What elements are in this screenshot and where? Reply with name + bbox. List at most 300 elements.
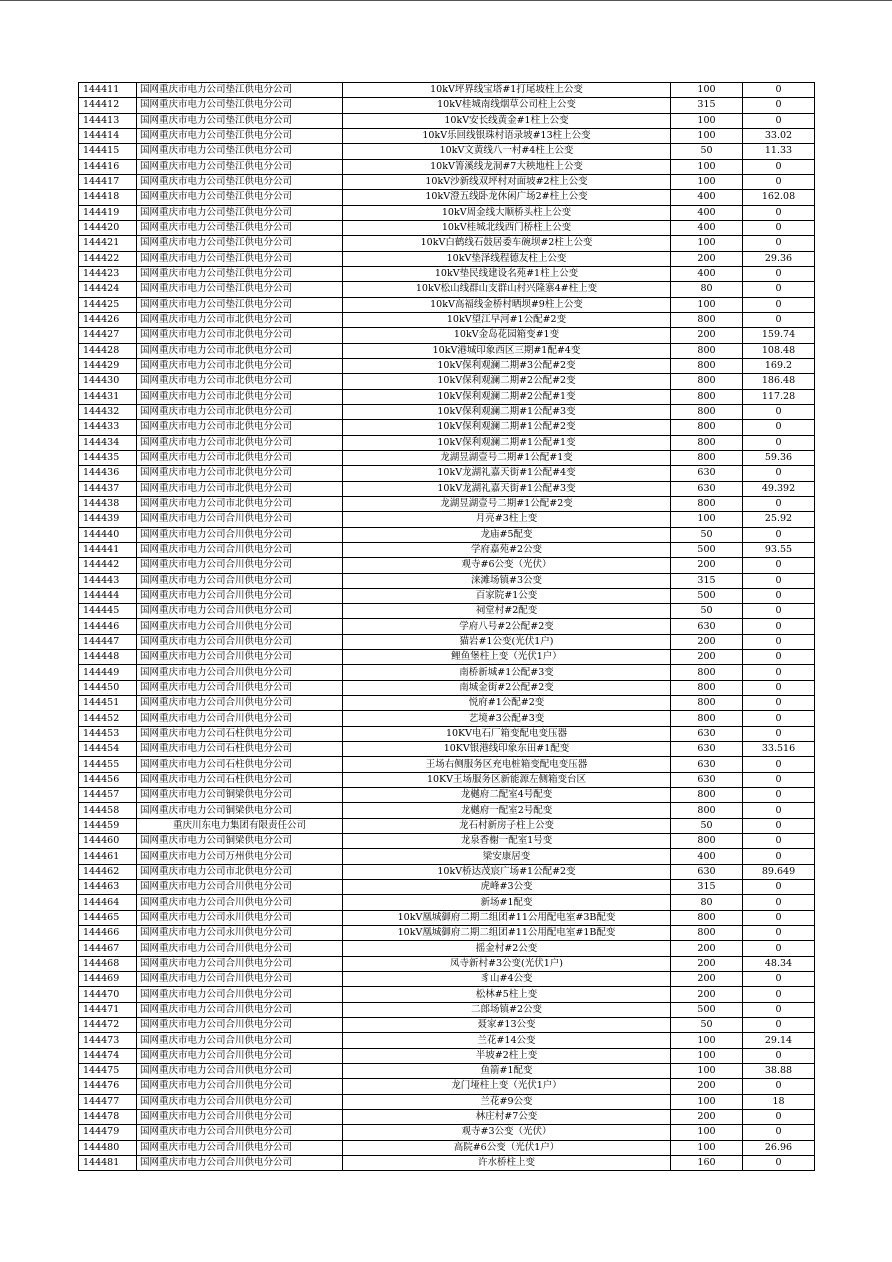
- table-row: [79, 450, 815, 465]
- value-cell: 0: [743, 420, 815, 435]
- table-row: [79, 1079, 815, 1094]
- value-cell: 0: [743, 926, 815, 941]
- table-row: [79, 496, 815, 511]
- capacity-cell: 100: [671, 83, 743, 98]
- table-row: [79, 205, 815, 220]
- table-row: [79, 420, 815, 435]
- table-row: [79, 803, 815, 818]
- id-cell: 144426: [79, 312, 137, 327]
- capacity-cell: 800: [671, 910, 743, 925]
- table-row: [79, 251, 815, 266]
- value-cell: 0: [743, 849, 815, 864]
- transformer-name-cell: 半坡#2柱上变: [343, 1048, 671, 1063]
- value-cell: 0: [743, 772, 815, 787]
- table-row: [79, 1094, 815, 1109]
- id-cell: 144470: [79, 987, 137, 1002]
- table-row: [79, 834, 815, 849]
- value-cell: 29.14: [743, 1033, 815, 1048]
- transformer-name-cell: 10kV保利观澜二期#2公配#1变: [343, 389, 671, 404]
- company-cell: 国网重庆市电力公司铜梁供电分公司: [137, 803, 343, 818]
- transformer-name-cell: 10kV垫民线建设名苑#1柱上公变: [343, 266, 671, 281]
- company-cell: 国网重庆市电力公司市北供电分公司: [137, 420, 343, 435]
- company-cell: 国网重庆市电力公司市北供电分公司: [137, 389, 343, 404]
- value-cell: 38.88: [743, 1064, 815, 1079]
- capacity-cell: 800: [671, 389, 743, 404]
- transformer-name-cell: 新场#1配变: [343, 895, 671, 910]
- value-cell: 0: [743, 1079, 815, 1094]
- value-cell: 0: [743, 236, 815, 251]
- capacity-cell: 315: [671, 98, 743, 113]
- id-cell: 144423: [79, 266, 137, 281]
- table-row: [79, 987, 815, 1002]
- value-cell: 0: [743, 788, 815, 803]
- transformer-name-cell: 百家院#1公变: [343, 588, 671, 603]
- value-cell: 0: [743, 987, 815, 1002]
- company-cell: 国网重庆市电力公司合川供电分公司: [137, 558, 343, 573]
- value-cell: 0: [743, 558, 815, 573]
- capacity-cell: 200: [671, 987, 743, 1002]
- capacity-cell: 315: [671, 573, 743, 588]
- table-row: [79, 83, 815, 98]
- capacity-cell: 100: [671, 1140, 743, 1155]
- capacity-cell: 800: [671, 788, 743, 803]
- value-cell: 169.2: [743, 358, 815, 373]
- transformer-name-cell: 10kV凰城御府二期二组团#11公用配电室#1B配变: [343, 926, 671, 941]
- id-cell: 144452: [79, 711, 137, 726]
- capacity-cell: 800: [671, 450, 743, 465]
- capacity-cell: 100: [671, 1064, 743, 1079]
- company-cell: 国网重庆市电力公司垫江供电分公司: [137, 159, 343, 174]
- transformer-name-cell: 龙湖昱湖壹号二期#1公配#1变: [343, 450, 671, 465]
- company-cell: 国网重庆市电力公司垫江供电分公司: [137, 128, 343, 143]
- transformer-name-cell: 10kV保利观澜二期#2公配#2变: [343, 374, 671, 389]
- company-cell: 国网重庆市电力公司垫江供电分公司: [137, 251, 343, 266]
- company-cell: 国网重庆市电力公司永川供电分公司: [137, 926, 343, 941]
- company-cell: 国网重庆市电力公司市北供电分公司: [137, 404, 343, 419]
- transformer-name-cell: 10kV保利观澜二期#1公配#3变: [343, 404, 671, 419]
- value-cell: 0: [743, 941, 815, 956]
- id-cell: 144427: [79, 328, 137, 343]
- transformer-name-cell: 10kV桂城北线西门桥柱上公变: [343, 220, 671, 235]
- id-cell: 144467: [79, 941, 137, 956]
- transformer-name-cell: 10KV王场服务区新能源左侧箱变台区: [343, 772, 671, 787]
- id-cell: 144448: [79, 650, 137, 665]
- capacity-cell: 630: [671, 481, 743, 496]
- id-cell: 144459: [79, 818, 137, 833]
- company-cell: 国网重庆市电力公司垫江供电分公司: [137, 174, 343, 189]
- id-cell: 144444: [79, 588, 137, 603]
- table-row: [79, 1155, 815, 1170]
- table-row: [79, 328, 815, 343]
- company-cell: 国网重庆市电力公司合川供电分公司: [137, 542, 343, 557]
- capacity-cell: 630: [671, 742, 743, 757]
- capacity-cell: 200: [671, 634, 743, 649]
- company-cell: 国网重庆市电力公司市北供电分公司: [137, 312, 343, 327]
- id-cell: 144440: [79, 527, 137, 542]
- capacity-cell: 630: [671, 757, 743, 772]
- id-cell: 144454: [79, 742, 137, 757]
- table-row: [79, 665, 815, 680]
- id-cell: 144447: [79, 634, 137, 649]
- table-row: [79, 972, 815, 987]
- transformer-name-cell: 10kV周金线大顺桥头柱上公变: [343, 205, 671, 220]
- value-cell: 0: [743, 650, 815, 665]
- company-cell: 国网重庆市电力公司垫江供电分公司: [137, 83, 343, 98]
- capacity-cell: 630: [671, 619, 743, 634]
- capacity-cell: 400: [671, 205, 743, 220]
- id-cell: 144479: [79, 1125, 137, 1140]
- value-cell: 117.28: [743, 389, 815, 404]
- value-cell: 186.48: [743, 374, 815, 389]
- table-row: [79, 358, 815, 373]
- company-cell: 国网重庆市电力公司合川供电分公司: [137, 1033, 343, 1048]
- table-row: [79, 910, 815, 925]
- id-cell: 144475: [79, 1064, 137, 1079]
- value-cell: 0: [743, 297, 815, 312]
- id-cell: 144477: [79, 1094, 137, 1109]
- value-cell: 0: [743, 573, 815, 588]
- transformer-name-cell: 10kV保利观澜二期#1公配#1变: [343, 435, 671, 450]
- company-cell: 国网重庆市电力公司合川供电分公司: [137, 1064, 343, 1079]
- id-cell: 144480: [79, 1140, 137, 1155]
- company-cell: 国网重庆市电力公司垫江供电分公司: [137, 144, 343, 159]
- id-cell: 144449: [79, 665, 137, 680]
- company-cell: 国网重庆市电力公司垫江供电分公司: [137, 266, 343, 281]
- table-row: [79, 343, 815, 358]
- value-cell: 48.34: [743, 956, 815, 971]
- id-cell: 144461: [79, 849, 137, 864]
- company-cell: 国网重庆市电力公司石柱供电分公司: [137, 772, 343, 787]
- value-cell: 0: [743, 1018, 815, 1033]
- id-cell: 144474: [79, 1048, 137, 1063]
- capacity-cell: 800: [671, 711, 743, 726]
- transformer-name-cell: 祠堂村#2配变: [343, 604, 671, 619]
- value-cell: 0: [743, 282, 815, 297]
- company-cell: 国网重庆市电力公司合川供电分公司: [137, 527, 343, 542]
- table-row: [79, 1125, 815, 1140]
- capacity-cell: 200: [671, 1109, 743, 1124]
- id-cell: 144424: [79, 282, 137, 297]
- company-cell: 国网重庆市电力公司垫江供电分公司: [137, 297, 343, 312]
- capacity-cell: 800: [671, 496, 743, 511]
- company-cell: 国网重庆市电力公司合川供电分公司: [137, 604, 343, 619]
- capacity-cell: 800: [671, 312, 743, 327]
- company-cell: 国网重庆市电力公司合川供电分公司: [137, 1094, 343, 1109]
- value-cell: 89.649: [743, 864, 815, 879]
- table-row: [79, 282, 815, 297]
- company-cell: 国网重庆市电力公司市北供电分公司: [137, 328, 343, 343]
- table-row: [79, 757, 815, 772]
- company-cell: 国网重庆市电力公司合川供电分公司: [137, 1155, 343, 1170]
- transformer-name-cell: 学府嘉苑#2公变: [343, 542, 671, 557]
- value-cell: 159.74: [743, 328, 815, 343]
- table-row: [79, 926, 815, 941]
- value-cell: 0: [743, 220, 815, 235]
- value-cell: 0: [743, 665, 815, 680]
- transformer-name-cell: 10kV龙湖礼嘉天街#1公配#4变: [343, 466, 671, 481]
- company-cell: 国网重庆市电力公司市北供电分公司: [137, 374, 343, 389]
- capacity-cell: 100: [671, 512, 743, 527]
- capacity-cell: 400: [671, 190, 743, 205]
- capacity-cell: 630: [671, 772, 743, 787]
- company-cell: 国网重庆市电力公司合川供电分公司: [137, 1002, 343, 1017]
- table-row: [79, 573, 815, 588]
- transformer-name-cell: 龙庙#5配变: [343, 527, 671, 542]
- capacity-cell: 200: [671, 956, 743, 971]
- company-cell: 国网重庆市电力公司永川供电分公司: [137, 910, 343, 925]
- id-cell: 144453: [79, 726, 137, 741]
- id-cell: 144471: [79, 1002, 137, 1017]
- id-cell: 144441: [79, 542, 137, 557]
- capacity-cell: 200: [671, 941, 743, 956]
- table-row: [79, 696, 815, 711]
- id-cell: 144437: [79, 481, 137, 496]
- id-cell: 144429: [79, 358, 137, 373]
- table-row: [79, 726, 815, 741]
- table-row: [79, 588, 815, 603]
- capacity-cell: 315: [671, 880, 743, 895]
- company-cell: 国网重庆市电力公司合川供电分公司: [137, 650, 343, 665]
- id-cell: 144422: [79, 251, 137, 266]
- company-cell: 国网重庆市电力公司垫江供电分公司: [137, 205, 343, 220]
- transformer-name-cell: 龙门垭柱上变（光伏1户）: [343, 1079, 671, 1094]
- company-cell: 国网重庆市电力公司市北供电分公司: [137, 481, 343, 496]
- transformer-name-cell: 10kV港城印象西区三期#1配#4变: [343, 343, 671, 358]
- table-row: [79, 1109, 815, 1124]
- transformer-name-cell: 艺境#3公配#3变: [343, 711, 671, 726]
- company-cell: 国网重庆市电力公司合川供电分公司: [137, 1079, 343, 1094]
- company-cell: 国网重庆市电力公司合川供电分公司: [137, 588, 343, 603]
- table-row: [79, 1033, 815, 1048]
- id-cell: 144428: [79, 343, 137, 358]
- value-cell: 0: [743, 1002, 815, 1017]
- value-cell: 33.516: [743, 742, 815, 757]
- transformer-name-cell: 10kV望江早河#1公配#2变: [343, 312, 671, 327]
- capacity-cell: 630: [671, 466, 743, 481]
- value-cell: 0: [743, 834, 815, 849]
- id-cell: 144415: [79, 144, 137, 159]
- id-cell: 144419: [79, 205, 137, 220]
- company-cell: 国网重庆市电力公司合川供电分公司: [137, 987, 343, 1002]
- transformer-name-cell: 兰花#14公变: [343, 1033, 671, 1048]
- company-cell: 国网重庆市电力公司合川供电分公司: [137, 972, 343, 987]
- capacity-cell: 100: [671, 1048, 743, 1063]
- id-cell: 144430: [79, 374, 137, 389]
- value-cell: 0: [743, 972, 815, 987]
- capacity-cell: 800: [671, 435, 743, 450]
- company-cell: 国网重庆市电力公司垫江供电分公司: [137, 236, 343, 251]
- id-cell: 144445: [79, 604, 137, 619]
- transformer-name-cell: 10kV文黄线八一村#4柱上公变: [343, 144, 671, 159]
- company-cell: 国网重庆市电力公司垫江供电分公司: [137, 220, 343, 235]
- value-cell: 0: [743, 1048, 815, 1063]
- transformer-name-cell: 聂家#13公变: [343, 1018, 671, 1033]
- value-cell: 0: [743, 174, 815, 189]
- table-row: [79, 788, 815, 803]
- company-cell: 国网重庆市电力公司市北供电分公司: [137, 466, 343, 481]
- company-cell: 国网重庆市电力公司垫江供电分公司: [137, 113, 343, 128]
- value-cell: 29.36: [743, 251, 815, 266]
- table-row: [79, 481, 815, 496]
- id-cell: 144434: [79, 435, 137, 450]
- company-cell: 国网重庆市电力公司垫江供电分公司: [137, 98, 343, 113]
- id-cell: 144462: [79, 864, 137, 879]
- table-row: [79, 159, 815, 174]
- table-row: [79, 220, 815, 235]
- id-cell: 144456: [79, 772, 137, 787]
- id-cell: 144472: [79, 1018, 137, 1033]
- capacity-cell: 630: [671, 864, 743, 879]
- transformer-name-cell: 林庄村#7公变: [343, 1109, 671, 1124]
- value-cell: 18: [743, 1094, 815, 1109]
- capacity-cell: 800: [671, 926, 743, 941]
- top-border-line: [0, 0, 892, 1]
- table-row: [79, 849, 815, 864]
- table-row: [79, 144, 815, 159]
- value-cell: 0: [743, 634, 815, 649]
- capacity-cell: 100: [671, 236, 743, 251]
- capacity-cell: 630: [671, 726, 743, 741]
- transformer-name-cell: 许水桥柱上变: [343, 1155, 671, 1170]
- company-cell: 国网重庆市电力公司市北供电分公司: [137, 358, 343, 373]
- transformer-name-cell: 10kV桥达茂宸广场#1公配#2变: [343, 864, 671, 879]
- value-cell: 0: [743, 205, 815, 220]
- capacity-cell: 100: [671, 128, 743, 143]
- value-cell: 0: [743, 880, 815, 895]
- table-row: [79, 389, 815, 404]
- value-cell: 0: [743, 1109, 815, 1124]
- transformer-name-cell: 王场右侧服务区充电桩箱变配电变压器: [343, 757, 671, 772]
- capacity-cell: 800: [671, 803, 743, 818]
- transformer-name-cell: 摇金村#2公变: [343, 941, 671, 956]
- capacity-cell: 500: [671, 588, 743, 603]
- table-row: [79, 1018, 815, 1033]
- value-cell: 33.02: [743, 128, 815, 143]
- transformer-name-cell: 兰花#9公变: [343, 1094, 671, 1109]
- table-row: [79, 772, 815, 787]
- capacity-cell: 50: [671, 604, 743, 619]
- table-row: [79, 1002, 815, 1017]
- table-row: [79, 128, 815, 143]
- value-cell: 0: [743, 696, 815, 711]
- table-row: [79, 113, 815, 128]
- capacity-cell: 160: [671, 1155, 743, 1170]
- id-cell: 144466: [79, 926, 137, 941]
- table-body: [79, 83, 815, 1171]
- table-row: [79, 634, 815, 649]
- id-cell: 144473: [79, 1033, 137, 1048]
- company-cell: 国网重庆市电力公司市北供电分公司: [137, 435, 343, 450]
- table-row: [79, 711, 815, 726]
- id-cell: 144433: [79, 420, 137, 435]
- company-cell: 国网重庆市电力公司石柱供电分公司: [137, 742, 343, 757]
- table-row: [79, 174, 815, 189]
- capacity-cell: 400: [671, 266, 743, 281]
- table-row: [79, 895, 815, 910]
- company-cell: 国网重庆市电力公司合川供电分公司: [137, 895, 343, 910]
- id-cell: 144465: [79, 910, 137, 925]
- table-row: [79, 650, 815, 665]
- company-cell: 国网重庆市电力公司合川供电分公司: [137, 512, 343, 527]
- id-cell: 144411: [79, 83, 137, 98]
- transformer-name-cell: 月亮#3柱上变: [343, 512, 671, 527]
- transformer-name-cell: 高院#6公变（光伏1户）: [343, 1140, 671, 1155]
- table-row: [79, 312, 815, 327]
- table-row: [79, 1064, 815, 1079]
- company-cell: 重庆川东电力集团有限责任公司: [137, 818, 343, 833]
- capacity-cell: 800: [671, 358, 743, 373]
- transformer-name-cell: 10kV白鹤线石鼓居委车碗坝#2柱上公变: [343, 236, 671, 251]
- id-cell: 144446: [79, 619, 137, 634]
- capacity-cell: 800: [671, 834, 743, 849]
- company-cell: 国网重庆市电力公司石柱供电分公司: [137, 757, 343, 772]
- company-cell: 国网重庆市电力公司万州供电分公司: [137, 849, 343, 864]
- company-cell: 国网重庆市电力公司合川供电分公司: [137, 696, 343, 711]
- company-cell: 国网重庆市电力公司石柱供电分公司: [137, 726, 343, 741]
- table-row: [79, 297, 815, 312]
- id-cell: 144418: [79, 190, 137, 205]
- table-row: [79, 374, 815, 389]
- id-cell: 144451: [79, 696, 137, 711]
- value-cell: 162.08: [743, 190, 815, 205]
- transformer-name-cell: 虎峰#3公变: [343, 880, 671, 895]
- id-cell: 144469: [79, 972, 137, 987]
- id-cell: 144450: [79, 680, 137, 695]
- transformer-name-cell: 龙樾府二配室4号配变: [343, 788, 671, 803]
- capacity-cell: 50: [671, 818, 743, 833]
- id-cell: 144439: [79, 512, 137, 527]
- capacity-cell: 80: [671, 895, 743, 910]
- company-cell: 国网重庆市电力公司合川供电分公司: [137, 956, 343, 971]
- company-cell: 国网重庆市电力公司合川供电分公司: [137, 1125, 343, 1140]
- transformer-name-cell: 龙泉香榭一配室1号变: [343, 834, 671, 849]
- company-cell: 国网重庆市电力公司合川供电分公司: [137, 680, 343, 695]
- capacity-cell: 200: [671, 650, 743, 665]
- capacity-cell: 100: [671, 1125, 743, 1140]
- id-cell: 144417: [79, 174, 137, 189]
- value-cell: 0: [743, 726, 815, 741]
- transformer-name-cell: 悦府#1公配#2变: [343, 696, 671, 711]
- transformer-name-cell: 凤寺新村#3公变(光伏1户): [343, 956, 671, 971]
- value-cell: 0: [743, 527, 815, 542]
- transformer-name-cell: 10kV乐回线银珠村语录坡#13柱上公变: [343, 128, 671, 143]
- transformer-name-cell: 涞滩场镇#3公变: [343, 573, 671, 588]
- capacity-cell: 800: [671, 420, 743, 435]
- company-cell: 国网重庆市电力公司合川供电分公司: [137, 941, 343, 956]
- transformer-name-cell: 10kV桂城南线烟草公司柱上公变: [343, 98, 671, 113]
- id-cell: 144436: [79, 466, 137, 481]
- transformer-name-cell: 龙石村新房子柱上公变: [343, 818, 671, 833]
- company-cell: 国网重庆市电力公司合川供电分公司: [137, 619, 343, 634]
- value-cell: 0: [743, 466, 815, 481]
- value-cell: 0: [743, 711, 815, 726]
- capacity-cell: 800: [671, 343, 743, 358]
- company-cell: 国网重庆市电力公司市北供电分公司: [137, 864, 343, 879]
- table-row: [79, 864, 815, 879]
- transformer-name-cell: 南桥新城#1公配#3变: [343, 665, 671, 680]
- company-cell: 国网重庆市电力公司合川供电分公司: [137, 665, 343, 680]
- value-cell: 0: [743, 604, 815, 619]
- capacity-cell: 800: [671, 665, 743, 680]
- capacity-cell: 800: [671, 404, 743, 419]
- transformer-name-cell: 10kV高福线金桥村晒坝#9柱上公变: [343, 297, 671, 312]
- value-cell: 0: [743, 619, 815, 634]
- transformer-name-cell: 10kV沙新线双坪村对面坡#2柱上公变: [343, 174, 671, 189]
- id-cell: 144455: [79, 757, 137, 772]
- value-cell: 59.36: [743, 450, 815, 465]
- capacity-cell: 50: [671, 1018, 743, 1033]
- transformer-name-cell: 10kV龙湖礼嘉天街#1公配#3变: [343, 481, 671, 496]
